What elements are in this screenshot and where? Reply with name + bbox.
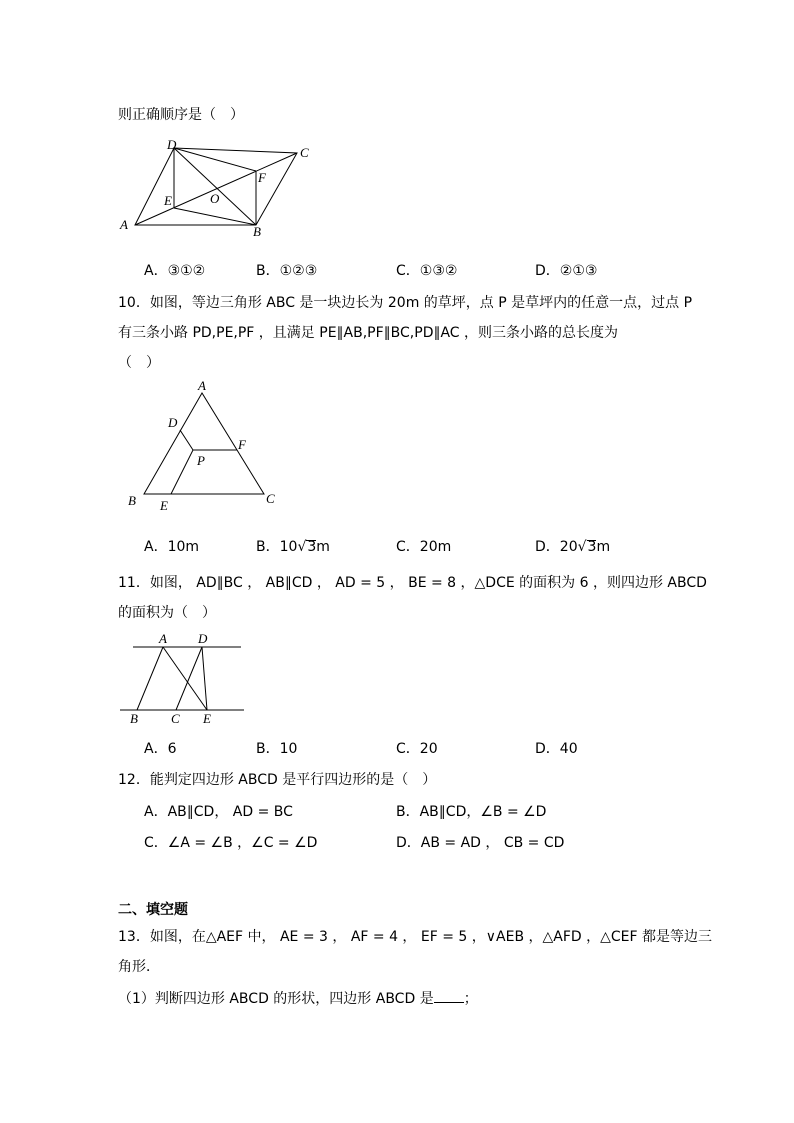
q13-answer-blank[interactable] (434, 990, 464, 1003)
q11-label-e: E (203, 711, 211, 725)
q11-line2: 的面积为（ ） (118, 605, 216, 621)
q11-option-b[interactable]: B．10 (256, 741, 298, 757)
q9-figure (115, 136, 325, 241)
q10-label-a: A (198, 378, 206, 393)
q13-part1: （1）判断四边形 ABCD 的形状，四边形 ABCD 是 ； (118, 991, 478, 1007)
q10-label-p: P (197, 453, 205, 468)
q9-option-a[interactable]: A．③①② (144, 263, 206, 279)
q10-line1: 10．如图，等边三角形 ABC 是一块边长为 20m 的草坪，点 P 是草坪内的任意一点，过点 P (118, 295, 693, 311)
q13-line2: 角形． (118, 959, 160, 975)
q12-option-b[interactable]: B．AB∥CD，∠B = ∠D (396, 804, 547, 820)
q9-tail-text: 则正确顺序是（ ） (118, 107, 244, 123)
q9-option-c[interactable]: C．①③② (396, 263, 458, 279)
q10-label-c: C (266, 491, 275, 506)
section-title-fill-in: 二、填空题 (118, 902, 188, 918)
q10-line3: （ ） (118, 355, 160, 371)
q10-option-b-radicand: 3 (307, 539, 317, 555)
q10-option-c[interactable]: C．20m (396, 539, 452, 555)
q11-option-d[interactable]: D．40 (535, 741, 578, 757)
q10-line2: 有三条小路 PD,PE,PF ，且满足 PE∥AB,PF∥BC,PD∥AC ，则三条小路的总长度为 (118, 325, 619, 341)
q11-line1: 11．如图， AD∥BC ， AB∥CD ， AD = 5 ， BE = 8 ，△DCE 的面积为 6 ，则四边形 ABCD (118, 575, 707, 591)
q10-label-d: D (168, 415, 178, 430)
q13-line1: 13．如图，在△AEF 中， AE = 3 ， AF = 4 ， EF = 5 ，∨AEB ，△AFD ，△CEF 都是等边三 (118, 929, 713, 945)
q11-figure (118, 630, 248, 725)
q9-option-d[interactable]: D．②①③ (535, 263, 598, 279)
q10-label-e: E (160, 498, 168, 513)
q10-option-a[interactable]: A．10m (144, 539, 200, 555)
q11-label-d: D (198, 631, 208, 646)
q10-option-d[interactable]: D．20√3m (535, 539, 611, 555)
q11-label-b: B (130, 711, 138, 725)
q11-label-c: C (171, 711, 180, 725)
q9-label-a: A (120, 217, 128, 232)
q12-option-a[interactable]: A．AB∥CD， AD = BC (144, 804, 293, 820)
q9-label-o: O (210, 191, 220, 206)
q11-option-c[interactable]: C．20 (396, 741, 438, 757)
q9-label-d: D (167, 137, 177, 152)
q11-option-a[interactable]: A．6 (144, 741, 177, 757)
q9-option-b[interactable]: B．①②③ (256, 263, 318, 279)
q10-label-b: B (128, 493, 136, 508)
q9-label-e: E (164, 193, 172, 208)
q9-label-f: F (258, 170, 266, 185)
q10-option-b[interactable]: B．10√3m (256, 539, 330, 555)
q9-label-b: B (253, 224, 261, 239)
q12-option-d[interactable]: D．AB = AD ， CB = CD (396, 835, 565, 851)
q10-option-d-radicand: 3 (587, 539, 597, 555)
q10-figure (120, 375, 285, 515)
q12-stem: 12．能判定四边形 ABCD 是平行四边形的是（ ） (118, 772, 437, 788)
q11-label-a: A (159, 631, 167, 646)
q9-label-c: C (300, 145, 309, 160)
q12-option-c[interactable]: C．∠A = ∠B ，∠C = ∠D (144, 835, 318, 851)
q10-label-f: F (238, 437, 246, 452)
